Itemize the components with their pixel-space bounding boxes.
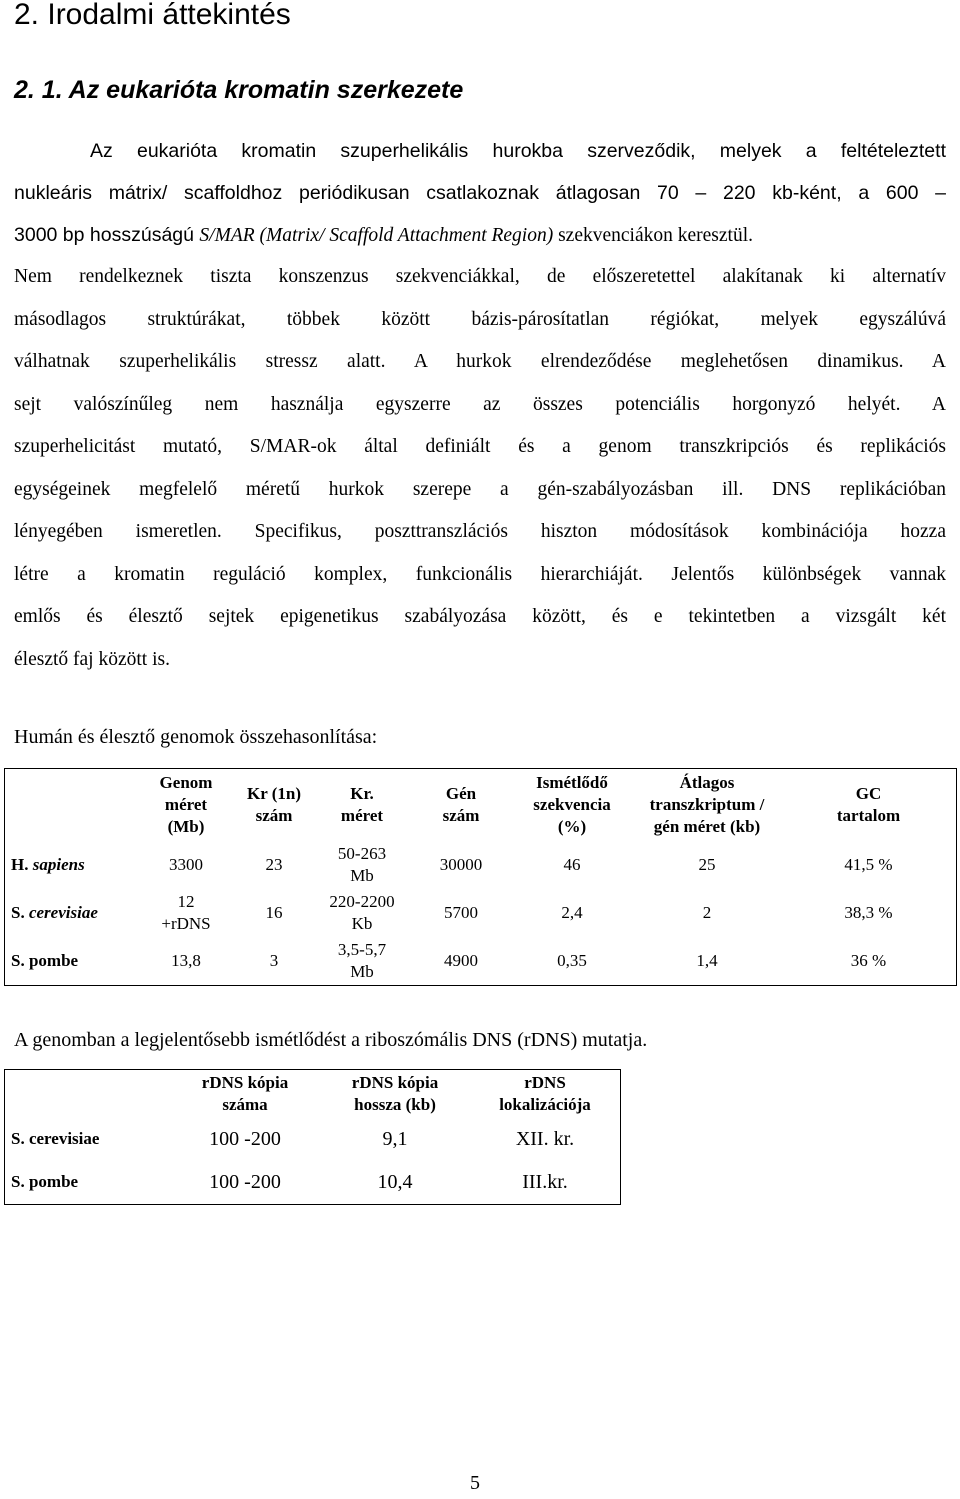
table-row: [5, 1160, 620, 1204]
species-cell: H. sapiens: [11, 855, 85, 874]
paragraph-text: szekvenciákon keresztül.: [553, 225, 754, 246]
paragraph-line: létre a kromatin reguláció komplex, funkcionális hierarchiáját. Jelentős különbségek vannak: [14, 563, 946, 585]
header-rdns-copies: rDNS kópia száma: [201, 1073, 289, 1114]
species-cell: S. pombe: [11, 1172, 79, 1191]
page-number: 5: [470, 1472, 480, 1494]
header-cell-empty: [5, 769, 137, 841]
section-heading: 2. Irodalmi áttekintés: [14, 0, 291, 31]
intro-paragraph: [14, 130, 946, 256]
gene-count-cell: 5700: [444, 903, 478, 922]
rdns-length-cell: 10,4: [377, 1171, 413, 1193]
paragraph-line: másodlagos struktúrákat, többek között bázis-párosítatlan régiókat, melyek egyszálúvá: [14, 308, 946, 330]
table-header-row: [5, 1070, 620, 1118]
paragraph-line: Nem rendelkeznek tiszta konszenzus szekvenciákkal, de előszeretettel alakítanak ki alternatív: [14, 266, 946, 287]
rdns-location-cell: XII. kr.: [515, 1128, 575, 1150]
table-row: [5, 937, 956, 985]
subsection-heading: 2. 1. Az eukarióta kromatin szerkezete: [14, 76, 464, 104]
chromosome-size-cell: 3,5-5,7 Mb: [337, 940, 387, 981]
transcript-cell: 1,4: [696, 951, 718, 970]
header-gc-content: GC tartalom: [836, 784, 901, 825]
table1-caption: Humán és élesztő genomok összehasonlítása:: [14, 726, 378, 748]
header-gene-count: Gén szám: [442, 784, 480, 825]
chromosome-count-cell: 16: [265, 903, 283, 922]
body-paragraph: [14, 256, 946, 681]
chromosome-size-cell: 220-2200 Kb: [329, 892, 395, 933]
species-cell: S. pombe: [11, 951, 79, 970]
header-repeat-percent: Ismétlődő szekvencia (%): [533, 773, 611, 836]
genome-size-cell: 13,8: [171, 951, 201, 970]
header-genome-size: Genom méret (Mb): [159, 773, 213, 836]
table-row: [5, 889, 956, 937]
species-cell: S. cerevisiae: [11, 1129, 100, 1148]
chromosome-count-cell: 3: [269, 951, 279, 970]
table-row: [5, 841, 956, 889]
transcript-cell: 2: [702, 903, 712, 922]
rdns-location-cell: III.kr.: [522, 1171, 568, 1193]
paragraph-line: egységeinek megfelelő méretű hurkok szerepe a gén-szabályozásban ill. DNS replikációban: [14, 478, 946, 500]
chromosome-count-cell: 23: [265, 855, 283, 874]
paragraph-line: sejt valószínűleg nem használja egyszerre az összes potenciális horgonyzó helyét. A: [14, 393, 946, 415]
genome-size-cell: 12 +rDNS: [161, 892, 211, 933]
gc-cell: 36 %: [850, 951, 887, 970]
genome-comparison-table: [5, 769, 956, 985]
repeat-cell: 2,4: [561, 903, 583, 922]
header-cell-empty: [5, 1070, 170, 1118]
table2-caption: A genomban a legjelentősebb ismétlődést a riboszómális DNS (rDNS) mutatja.: [14, 1029, 648, 1051]
species-cell: S. cerevisiae: [11, 903, 98, 922]
rdns-copies-cell: 100 -200: [209, 1128, 281, 1150]
paragraph-line: [14, 214, 946, 256]
table-row: [5, 1118, 620, 1160]
transcript-cell: 25: [698, 855, 716, 874]
header-transcript-size: Átlagos transzkriptum / gén méret (kb): [649, 773, 765, 836]
paragraph-line: Az eukarióta kromatin szuperhelikális hurokba szerveződik, melyek a feltételeztett: [90, 140, 946, 162]
rdns-table: [5, 1070, 620, 1204]
header-chromosome-count: Kr (1n) szám: [247, 784, 301, 825]
paragraph-line: szuperhelicitást mutató, S/MAR-ok által definiált és a genom transzkripciós és replikációs: [14, 436, 946, 457]
paragraph-line: nukleáris mátrix/ scaffoldhoz periódikusan csatlakoznak átlagosan 70 – 220 kb-ként, a 600 –: [14, 182, 946, 204]
chromosome-size-cell: 50-263 Mb: [337, 844, 387, 885]
header-rdns-length: rDNS kópia hossza (kb): [351, 1073, 439, 1114]
smar-term: S/MAR (Matrix/ Scaffold Attachment Region): [199, 225, 554, 246]
paragraph-line: élesztő faj között is.: [14, 648, 170, 670]
header-rdns-location: rDNS lokalizációja: [499, 1073, 591, 1114]
gc-cell: 38,3 %: [844, 903, 893, 922]
table-header-row: [5, 769, 956, 841]
gene-count-cell: 30000: [439, 855, 483, 874]
paragraph-line: válhatnak szuperhelikális stressz alatt. A hurkok elrendeződése meglehetősen dinamikus. A: [14, 351, 946, 372]
repeat-cell: 46: [563, 855, 581, 874]
rdns-length-cell: 9,1: [382, 1128, 408, 1150]
rdns-copies-cell: 100 -200: [209, 1171, 281, 1193]
header-chromosome-size: Kr. méret: [340, 784, 384, 825]
paragraph-text: 3000 bp hosszúságú: [14, 224, 200, 246]
gene-count-cell: 4900: [444, 951, 478, 970]
genome-size-cell: 3300: [169, 855, 203, 874]
repeat-cell: 0,35: [557, 951, 587, 970]
paragraph-line: lényegében ismeretlen. Specifikus, poszttranszlációs hiszton módosítások kombinációja hozza: [14, 521, 946, 542]
paragraph-line: emlős és élesztő sejtek epigenetikus szabályozása között, és e tekintetben a vizsgált két: [14, 606, 946, 627]
gc-cell: 41,5 %: [844, 855, 893, 874]
